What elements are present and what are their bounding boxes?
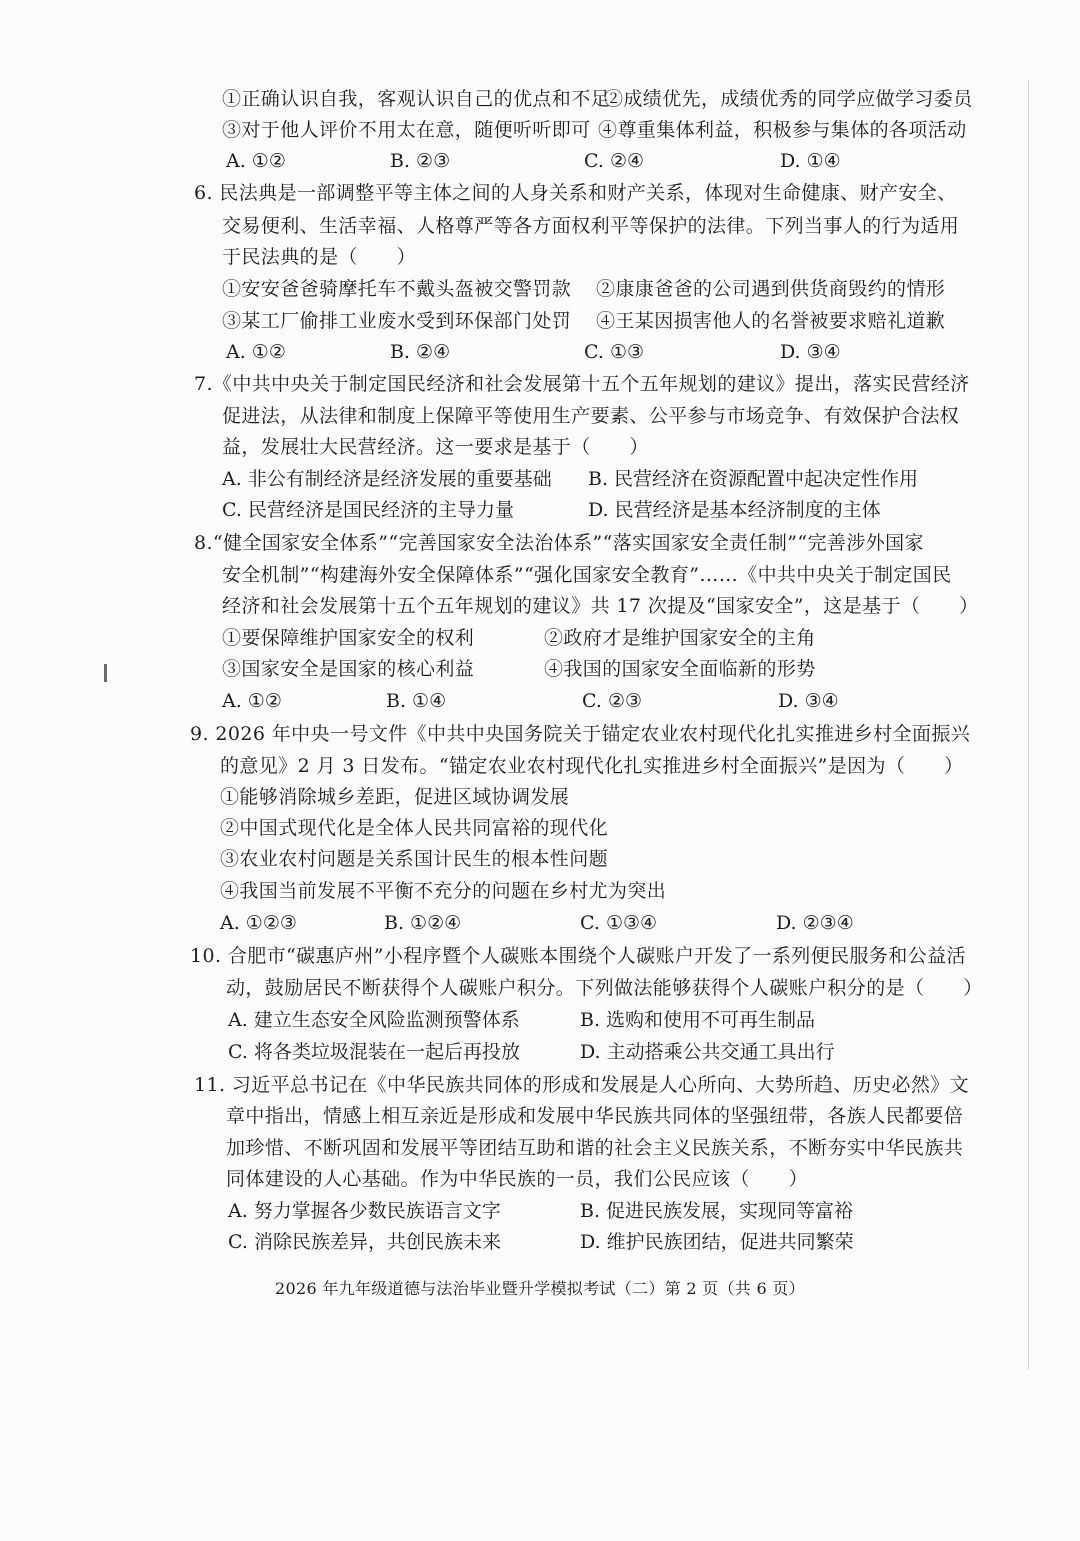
q8-stem-line-3: 经济和社会发展第十五个五年规划的建议》共 17 次提及“国家安全”，这是基于（ ）: [222, 595, 979, 617]
q7-option-a: A. 非公有制经济是经济发展的重要基础: [222, 468, 552, 490]
q10-option-b: B. 选购和使用不可再生制品: [580, 1009, 816, 1031]
q5-option-d: D. ①④: [780, 150, 841, 172]
q6-stem-line-2: 交易便利、生活幸福、人格尊严等各方面权利平等保护的法律。下列当事人的行为适用: [222, 215, 960, 237]
q5-statement-4: ④尊重集体利益，积极参与集体的各项活动: [598, 119, 967, 141]
q9-statement-4: ④我国当前发展不平衡不充分的问题在乡村尤为突出: [220, 880, 667, 902]
q9-option-b: B. ①②④: [384, 912, 462, 934]
q7-option-d: D. 民营经济是基本经济制度的主体: [588, 499, 881, 521]
q8-stem-line-1: 8.“健全国家安全体系”“完善国家安全法治体系”“落实国家安全责任制”“完善涉外国家: [194, 532, 924, 554]
q10-stem-line-1: 10. 合肥市“碳惠庐州”小程序暨个人碳账本围绕个人碳账户开发了一系列便民服务和公益活: [190, 945, 966, 967]
q11-stem-line-4: 同体建设的人心基础。作为中华民族的一员，我们公民应该（ ）: [226, 1168, 809, 1190]
q6-statement-3: ③某工厂偷排工业废水受到环保部门处罚: [222, 310, 572, 332]
q7-option-c: C. 民营经济是国民经济的主导力量: [222, 499, 514, 521]
q9-statement-2: ②中国式现代化是全体人民共同富裕的现代化: [220, 817, 609, 839]
q10-option-d: D. 主动搭乘公共交通工具出行: [580, 1041, 835, 1063]
q8-statement-4: ④我国的国家安全面临新的形势: [544, 658, 816, 680]
q6-option-d: D. ③④: [780, 341, 841, 363]
q7-stem-line-1: 7.《中共中央关于制定国民经济和社会发展第十五个五年规划的建议》提出，落实民营经济: [194, 373, 970, 395]
q6-statement-2: ②康康爸爸的公司遇到供货商毁约的情形: [596, 278, 946, 300]
q9-stem-line-2: 的意见》2 月 3 日发布。“锚定农业农村现代化扎实推进乡村全面振兴”是因为（ ）: [220, 755, 964, 777]
q8-stem-line-2: 安全机制”“构建海外安全保障体系”“强化国家安全教育”……《中共中央关于制定国民: [222, 564, 952, 586]
q6-stem-line-1: 6. 民法典是一部调整平等主体之间的人身关系和财产关系，体现对生命健康、财产安全、: [194, 182, 957, 204]
q8-option-b: B. ①④: [386, 690, 447, 712]
q6-statement-4: ④王某因损害他人的名誉被要求赔礼道歉: [596, 310, 946, 332]
q11-stem-line-3: 加珍惜、不断巩固和发展平等团结互助和谐的社会主义民族关系，不断夯实中华民族共: [226, 1137, 964, 1159]
q5-statement-2: ②成绩优先，成绩优秀的同学应做学习委员: [604, 88, 973, 110]
q8-option-a: A. ①②: [222, 690, 282, 712]
q5-option-b: B. ②③: [390, 150, 451, 172]
q11-option-b: B. 促进民族发展，实现同等富裕: [580, 1200, 854, 1222]
q5-option-c: C. ②④: [584, 150, 645, 172]
q5-statement-3: ③对于他人评价不用太在意，随便听听即可: [222, 119, 591, 141]
q8-statement-2: ②政府才是维护国家安全的主角: [544, 627, 816, 649]
q9-option-a: A. ①②③: [220, 912, 297, 934]
q8-option-d: D. ③④: [778, 690, 839, 712]
scan-mark: [104, 664, 107, 682]
q6-option-a: A. ①②: [226, 341, 286, 363]
q8-option-c: C. ②③: [582, 690, 643, 712]
q11-option-c: C. 消除民族差异，共创民族未来: [228, 1231, 501, 1253]
q5-option-a: A. ①②: [226, 150, 286, 172]
q11-option-d: D. 维护民族团结，促进共同繁荣: [580, 1231, 854, 1253]
q6-option-b: B. ②④: [390, 341, 451, 363]
q11-stem-line-1: 11. 习近平总书记在《中华民族共同体的形成和发展是人心所向、大势所趋、历史必然》文: [194, 1074, 970, 1096]
q7-stem-line-3: 益，发展壮大民营经济。这一要求是基于（ ）: [222, 436, 649, 458]
q11-option-a: A. 努力掌握各少数民族语言文字: [228, 1200, 501, 1222]
q8-statement-1: ①要保障维护国家安全的权利: [222, 627, 475, 649]
scan-edge-line: [1028, 80, 1029, 1370]
q9-option-d: D. ②③④: [776, 912, 854, 934]
q6-option-c: C. ①③: [584, 341, 645, 363]
q10-option-c: C. 将各类垃圾混装在一起后再投放: [228, 1041, 520, 1063]
q9-statement-1: ①能够消除城乡差距，促进区域协调发展: [220, 786, 570, 808]
q9-option-c: C. ①③④: [580, 912, 658, 934]
q6-statement-1: ①安安爸爸骑摩托车不戴头盔被交警罚款: [222, 278, 572, 300]
q9-stem-line-1: 9. 2026 年中央一号文件《中共中央国务院关于锚定农业农村现代化扎实推进乡村全面振兴: [190, 723, 971, 745]
page-footer: 2026 年九年级道德与法治毕业暨升学模拟考试（二）第 2 页（共 6 页）: [275, 1279, 805, 1298]
q11-stem-line-2: 章中指出，情感上相互亲近是形成和发展中华民族共同体的坚强纽带，各族人民都要倍: [226, 1105, 964, 1127]
q5-statement-1: ①正确认识自我，客观认识自己的优点和不足: [222, 88, 611, 110]
q7-stem-line-2: 促进法，从法律和制度上保障平等使用生产要素、公平参与市场竞争、有效保护合法权: [222, 405, 960, 427]
q10-stem-line-2: 动，鼓励居民不断获得个人碳账户积分。下列做法能够获得个人碳账户积分的是（ ）: [226, 977, 983, 999]
q7-option-b: B. 民营经济在资源配置中起决定性作用: [588, 468, 919, 490]
q10-option-a: A. 建立生态安全风险监测预警体系: [228, 1009, 520, 1031]
q6-stem-line-3: 于民法典的是（ ）: [222, 246, 417, 268]
q8-statement-3: ③国家安全是国家的核心利益: [222, 658, 475, 680]
q9-statement-3: ③农业农村问题是关系国计民生的根本性问题: [220, 848, 609, 870]
